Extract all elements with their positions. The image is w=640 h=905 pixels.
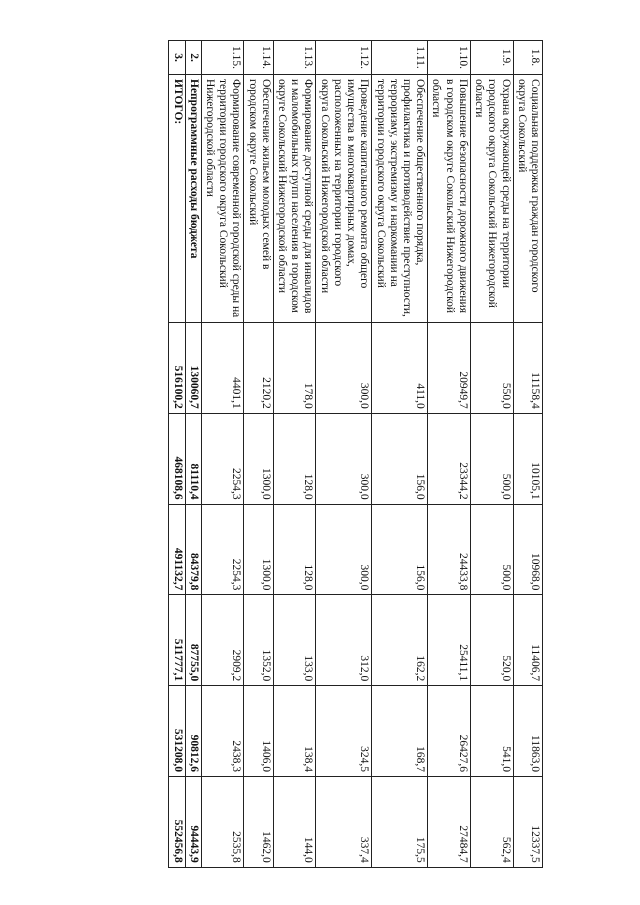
row-name: Охрана окружающей среды на территории городского округа Сокольский Нижегородской области — [470, 75, 513, 323]
value-cell: 312,0 — [316, 595, 372, 686]
value-cell: 552456,8 — [169, 776, 185, 867]
value-cell: 162,2 — [372, 595, 428, 686]
value-cell: 81110,4 — [185, 413, 201, 504]
value-cell: 27484,7 — [428, 776, 471, 867]
row-number: 1.8. — [513, 41, 542, 75]
value-cell: 87755,0 — [185, 595, 201, 686]
value-cell: 94443,9 — [185, 776, 201, 867]
table-row-total — [169, 41, 185, 868]
value-cell: 25411,1 — [428, 595, 471, 686]
value-cell: 10105,1 — [513, 413, 542, 504]
value-cell: 156,0 — [372, 504, 428, 595]
table-row — [201, 41, 244, 868]
row-number: 1.10. — [428, 41, 471, 75]
value-cell: 23344,2 — [428, 413, 471, 504]
value-cell: 144,0 — [273, 776, 316, 867]
row-name: Повышение безопасности дорожного движения в городском округе Сокольский Нижегородской области — [428, 75, 471, 323]
value-cell: 90812,6 — [185, 686, 201, 777]
value-cell: 2438,3 — [201, 686, 244, 777]
value-cell: 11406,7 — [513, 595, 542, 686]
row-name: Проведение капитального ремонта общего имущества в многоквартирных домах, расположенных на территории городского округа Сокольский Нижегородской области — [316, 75, 372, 323]
value-cell: 2254,3 — [201, 504, 244, 595]
value-cell: 128,0 — [273, 504, 316, 595]
row-number: 1.12. — [316, 41, 372, 75]
value-cell: 531208,0 — [169, 686, 185, 777]
value-cell: 138,4 — [273, 686, 316, 777]
table-row — [372, 41, 428, 868]
value-cell: 1462,0 — [244, 776, 273, 867]
value-cell: 500,0 — [470, 413, 513, 504]
table-row — [185, 41, 201, 868]
value-cell: 562,4 — [470, 776, 513, 867]
value-cell: 520,0 — [470, 595, 513, 686]
row-number: 1.15. — [201, 41, 244, 75]
row-name: Формирование доступной среды для инвалидов и маломобильных групп населения в городском округе Сокольский Нижегородской области — [273, 75, 316, 323]
row-number: 2. — [185, 41, 201, 75]
value-cell: 2909,2 — [201, 595, 244, 686]
value-cell: 130060,7 — [185, 323, 201, 414]
value-cell: 168,7 — [372, 686, 428, 777]
value-cell: 156,0 — [372, 413, 428, 504]
value-cell: 300,0 — [316, 504, 372, 595]
table-row — [273, 41, 316, 868]
value-cell: 2120,2 — [244, 323, 273, 414]
value-cell: 11863,0 — [513, 686, 542, 777]
row-name: Обеспечение жильем молодых семей в городском округе Сокольский — [244, 75, 273, 323]
value-cell: 178,0 — [273, 323, 316, 414]
row-name: ИТОГО: — [169, 75, 185, 323]
value-cell: 26427,6 — [428, 686, 471, 777]
row-number: 1.14. — [244, 41, 273, 75]
value-cell: 10968,0 — [513, 504, 542, 595]
row-name: Обеспечение общественного порядка, профилактика и противодействие преступности, терроризму, экстремизму и наркомании на территории городского округа Сокольский — [372, 75, 428, 323]
value-cell: 2535,8 — [201, 776, 244, 867]
value-cell: 24433,8 — [428, 504, 471, 595]
value-cell: 1352,0 — [244, 595, 273, 686]
budget-table — [168, 40, 543, 868]
value-cell: 128,0 — [273, 413, 316, 504]
value-cell: 550,0 — [470, 323, 513, 414]
table-row — [513, 41, 542, 868]
row-number: 1.13. — [273, 41, 316, 75]
value-cell: 491132,7 — [169, 504, 185, 595]
value-cell: 411,0 — [372, 323, 428, 414]
row-name: Социальная поддержка граждан городского округа Сокольский — [513, 75, 542, 323]
value-cell: 337,4 — [316, 776, 372, 867]
value-cell: 1300,0 — [244, 413, 273, 504]
value-cell: 300,0 — [316, 413, 372, 504]
value-cell: 11158,4 — [513, 323, 542, 414]
value-cell: 12337,5 — [513, 776, 542, 867]
row-number: 1.9. — [470, 41, 513, 75]
value-cell: 133,0 — [273, 595, 316, 686]
row-name: Формирование современной городской среды на территории городского округа Сокольский Нижегородской области — [201, 75, 244, 323]
value-cell: 1406,0 — [244, 686, 273, 777]
value-cell: 2254,3 — [201, 413, 244, 504]
value-cell: 1300,0 — [244, 504, 273, 595]
row-number: 1.11. — [372, 41, 428, 75]
row-name: Непрограммные расходы бюджета — [185, 75, 201, 323]
value-cell: 541,0 — [470, 686, 513, 777]
value-cell: 300,0 — [316, 323, 372, 414]
value-cell: 84379,8 — [185, 504, 201, 595]
value-cell: 468108,6 — [169, 413, 185, 504]
value-cell: 175,5 — [372, 776, 428, 867]
table-row — [244, 41, 273, 868]
value-cell: 4401,1 — [201, 323, 244, 414]
value-cell: 516100,2 — [169, 323, 185, 414]
value-cell: 511777,1 — [169, 595, 185, 686]
table-row — [316, 41, 372, 868]
row-number: 3. — [169, 41, 185, 75]
value-cell: 20949,7 — [428, 323, 471, 414]
table-row — [428, 41, 471, 868]
value-cell: 324,5 — [316, 686, 372, 777]
value-cell: 500,0 — [470, 504, 513, 595]
table-row — [470, 41, 513, 868]
